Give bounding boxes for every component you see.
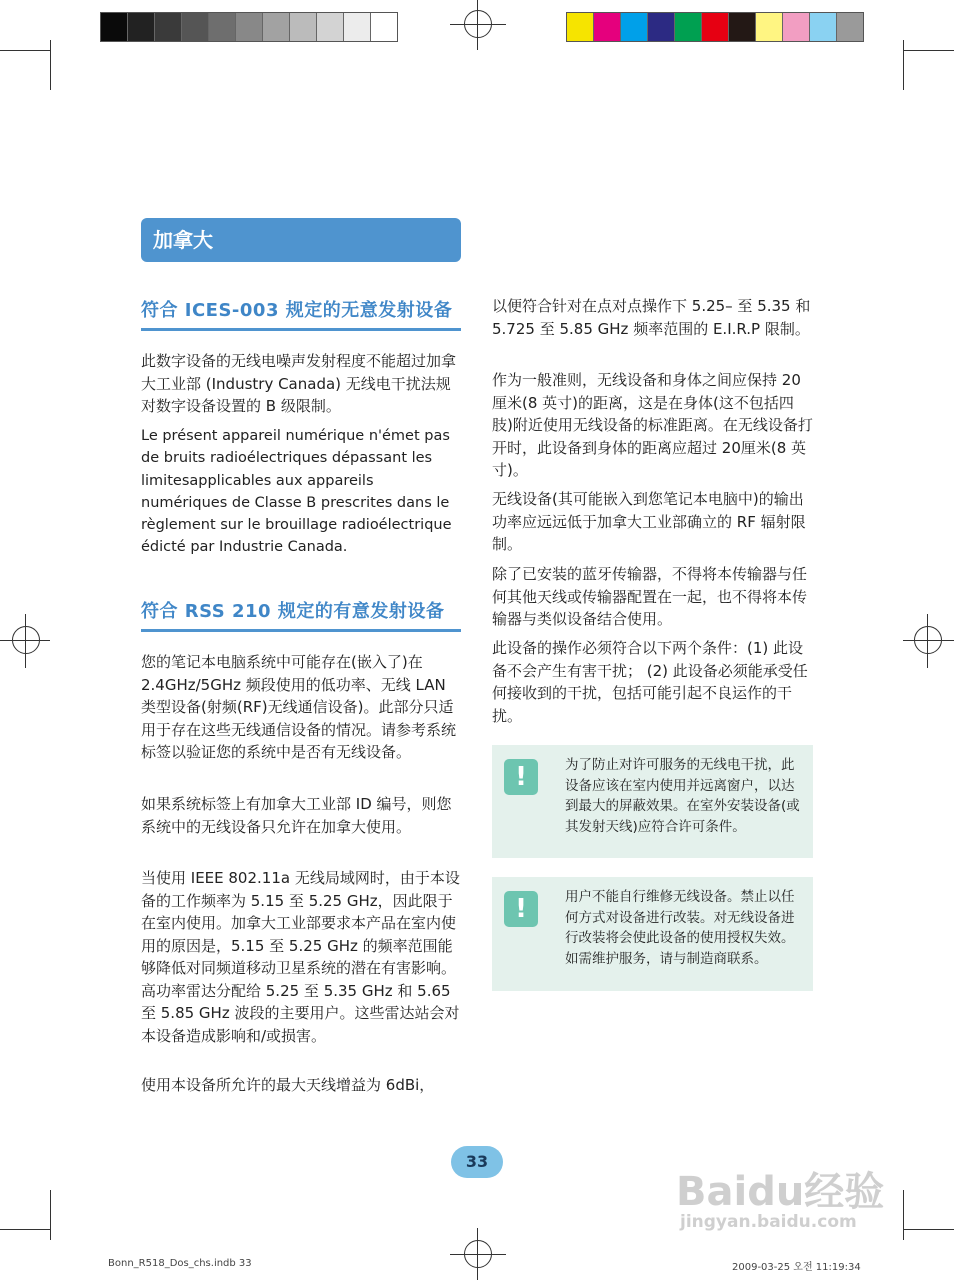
paragraph: 您的笔记本电脑系统中可能存在(嵌入了)在 2.4GHz/5GHz 频段使用的低功率、无线 LAN 类型设备(射频(RF)无线通信设备)。此部分只适用于存在这些无线通信设备的情况。请参考系统标签以验证您的系统中是否有无线设备。	[141, 653, 457, 761]
gray-swatch	[101, 13, 128, 41]
crop-mark	[903, 1190, 904, 1240]
paragraph: 此设备的操作必须符合以下两个条件：(1) 此设备不会产生有害干扰； (2) 此设备必须能承受任何接收到的干扰，包括可能引起不良运作的干扰。	[492, 639, 808, 725]
crop-mark	[50, 40, 51, 90]
footer-timestamp: 2009-03-25 오전 11:19:34	[732, 1262, 861, 1273]
color-swatch	[837, 13, 863, 41]
color-swatch	[648, 13, 675, 41]
note-text: 用户不能自行维修无线设备。禁止以任何方式对设备进行改装。对无线设备进行改装将会使此设备的使用授权失效。如需维护服务，请与制造商联系。	[565, 889, 795, 967]
crop-mark	[903, 40, 904, 90]
grayscale-calibration-strip	[100, 12, 398, 42]
paragraph: 除了已安装的蓝牙传输器，不得将本传输器与任何其他天线或传输器配置在一起，也不得将本传输器与类似设备结合使用。	[492, 565, 808, 628]
gray-swatch	[128, 13, 155, 41]
gray-swatch	[317, 13, 344, 41]
gray-swatch	[209, 13, 236, 41]
caution-note-1	[492, 745, 813, 858]
exclamation-icon: !	[504, 891, 538, 927]
color-swatch	[702, 13, 729, 41]
paragraph-french: Le présent appareil numérique n'émet pas de bruits radioélectriques dépassant les limitesapplicables aux appareils numériques de Classe B prescrites dans le règlement sur le brouillage radioélectrique édicté par Industrie Canada.	[141, 428, 452, 556]
gray-swatch	[344, 13, 371, 41]
paragraph: 作为一般准则，无线设备和身体之间应保持 20 厘米(8 英寸)的距离，这是在身体(这不包括四肢)附近使用无线设备的标准距离。在无线设备打开时，此设备到身体的距离应超过 20厘米(8 英寸)。	[492, 371, 813, 479]
color-swatch	[675, 13, 702, 41]
paragraph: 如果系统标签上有加拿大工业部 ID 编号，则您系统中的无线设备只允许在加拿大使用。	[141, 795, 452, 836]
footer-file-info: Bonn_R518_Dos_chs.indb 33	[108, 1258, 252, 1269]
paragraph: 无线设备(其可能嵌入到您笔记本电脑中)的输出功率应远远低于加拿大工业部确立的 RF 辐射限制。	[492, 490, 806, 553]
section-title: 加拿大	[141, 218, 461, 262]
paragraph: 使用本设备所允许的最大天线增益为 6dBi，	[141, 1076, 435, 1094]
baidu-watermark-logo: Baidu经验	[676, 1169, 885, 1215]
paragraph: 当使用 IEEE 802.11a 无线局域网时，由于本设备的工作频率为 5.15 至 5.25 GHz，因此限于在室内使用。加拿大工业部要求本产品在室内使用的原因是，5.15 至 5.25 GHz 的频率范围能够降低对同频道移动卫星系统的潜在有害影响。高功率雷达分配给 5.25 至 5.35 GHz 和 5.65 至 5.85 GHz 波段的主要用户。这些雷达站会对本设备造成影响和/或损害。	[141, 869, 460, 1045]
crop-mark	[0, 1229, 50, 1230]
color-swatch	[810, 13, 837, 41]
crop-mark	[0, 50, 50, 51]
color-swatch	[756, 13, 783, 41]
color-swatch	[567, 13, 594, 41]
page-number: 33	[451, 1146, 503, 1178]
baidu-watermark-url: jingyan.baidu.com	[680, 1212, 857, 1232]
gray-swatch	[236, 13, 263, 41]
gray-swatch	[290, 13, 317, 41]
crop-mark	[50, 1190, 51, 1240]
paragraph: 以便符合针对在点对点操作下 5.25– 至 5.35 和 5.725 至 5.85 GHz 频率范围的 E.I.R.P 限制。	[492, 297, 811, 338]
gray-swatch	[371, 13, 397, 41]
color-swatch	[783, 13, 810, 41]
crop-mark	[903, 1229, 954, 1230]
heading-rss-210: 符合 RSS 210 规定的有意发射设备	[141, 597, 461, 632]
color-calibration-strip	[566, 12, 864, 42]
exclamation-icon: !	[504, 759, 538, 795]
gray-swatch	[263, 13, 290, 41]
heading-ices-003: 符合 ICES-003 规定的无意发射设备	[141, 296, 461, 331]
paragraph: 此数字设备的无线电噪声发射程度不能超过加拿大工业部 (Industry Canada) 无线电干扰法规对数字设备设置的 B 级限制。	[141, 352, 457, 415]
color-swatch	[621, 13, 648, 41]
gray-swatch	[182, 13, 209, 41]
gray-swatch	[155, 13, 182, 41]
color-swatch	[729, 13, 756, 41]
note-text: 为了防止对许可服务的无线电干扰，此设备应该在室内使用并远离窗户，以达到最大的屏蔽效果。在室外安装设备(或其发射天线)应符合许可条件。	[565, 757, 800, 835]
caution-note-2	[492, 877, 813, 991]
crop-mark	[903, 50, 954, 51]
color-swatch	[594, 13, 621, 41]
